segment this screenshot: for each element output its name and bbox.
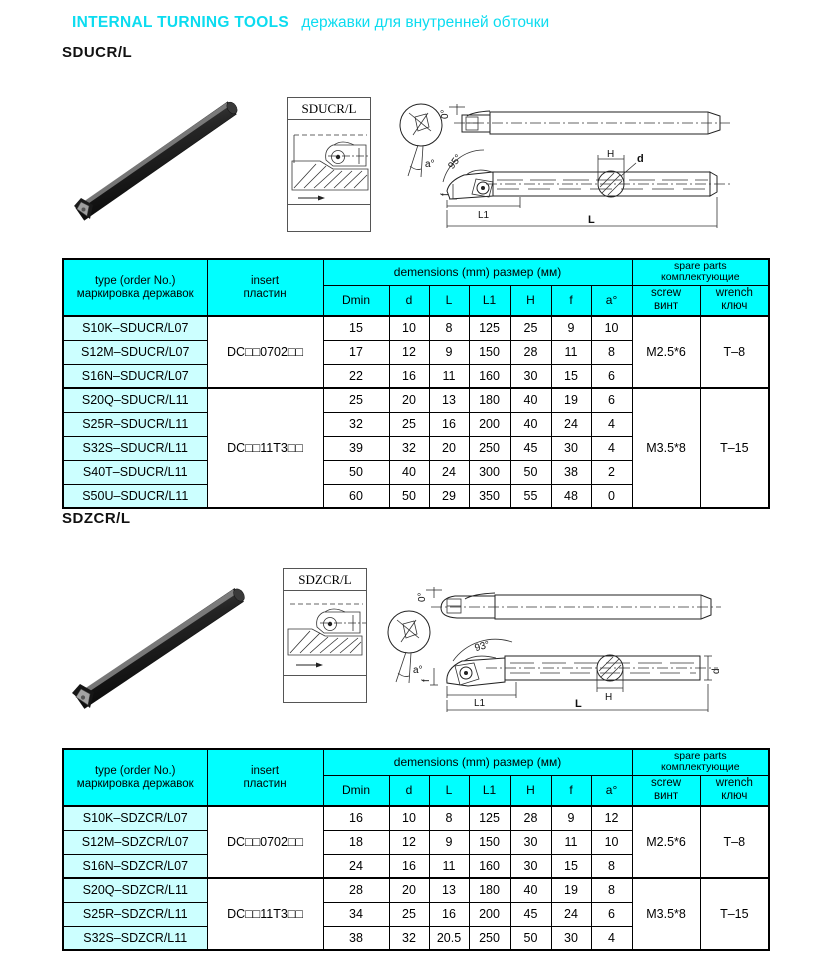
table-row: S12M–SDZCR/L07 18 12 9 150 30 11 10 [63,830,769,854]
col-header-dimensions: demensions (mm) размер (мм) [323,749,632,775]
side-view-drawing-sducr [440,103,732,145]
operation-box-title: SDZCR/L [284,569,366,591]
table-row: S50U–SDUCR/L11 60 50 29 350 55 48 0 [63,484,769,508]
col-header-screw: screw винт [632,775,700,806]
col-header-type: type (order No.) маркировка державок [63,749,207,806]
table-row: S10K–SDUCR/L07 DC□□0702□□ 15 10 8 125 25 9 10 M2.5*6 T–8 [63,316,769,340]
wrench-cell: T–8 [700,316,769,388]
type-cell: S50U–SDUCR/L11 [63,484,207,508]
type-cell: S20Q–SDUCR/L11 [63,388,207,412]
operation-box-footer [284,675,366,702]
col-header-f: f [551,285,591,316]
operation-box-footer [288,204,370,231]
insert-cell: DC□□11T3□□ [207,878,323,950]
top-angle-label: 0° [417,592,428,602]
col-header-a: a° [591,775,632,806]
front-angle-label: 95° [446,152,465,172]
dim-d-label: d [637,153,644,165]
col-header-f: f [551,775,591,806]
col-header-dmin: Dmin [323,285,389,316]
dim-f-label: f [421,679,432,682]
type-cell: S16N–SDUCR/L07 [63,364,207,388]
table-row: S16N–SDZCR/L07 24 16 11 160 30 15 8 [63,854,769,878]
tool-photo-sdzcr [66,558,251,713]
type-cell: S12M–SDZCR/L07 [63,830,207,854]
dim-L1-label: L1 [474,698,486,709]
detail-angle-label: a° [425,159,435,170]
dim-d-label: d [711,668,722,674]
operation-box-title: SDUCR/L [288,98,370,120]
dim-L-label: L [588,214,595,226]
col-header-wrench: wrench ключ [700,775,769,806]
screw-cell: M3.5*8 [632,878,700,950]
table-row: S32S–SDUCR/L11 39 32 20 250 45 30 4 [63,436,769,460]
dim-f-label: f [440,193,451,196]
col-header-d: d [389,775,429,806]
table-row: S20Q–SDZCR/L11 DC□□11T3□□ 28 20 13 180 40 19 8 M3.5*8 T–15 [63,878,769,902]
type-cell: S16N–SDZCR/L07 [63,854,207,878]
table-row: S40T–SDUCR/L11 50 40 24 300 50 38 2 [63,460,769,484]
screw-cell: M2.5*6 [632,316,700,388]
col-header-l1: L1 [469,285,510,316]
col-header-dmin: Dmin [323,775,389,806]
col-header-insert: insert пластин [207,749,323,806]
section-heading-sdzcr: SDZCR/L [62,510,131,527]
operation-diagram [288,120,372,205]
screw-cell: M2.5*6 [632,806,700,878]
table-row: S25R–SDZCR/L11 34 25 16 200 45 24 6 [63,902,769,926]
spec-table-sdzcr [62,748,770,951]
col-header-screw: screw винт [632,285,700,316]
col-header-h: H [510,285,551,316]
col-header-l: L [429,775,469,806]
type-cell: S12M–SDUCR/L07 [63,340,207,364]
insert-cell: DC□□0702□□ [207,316,323,388]
page-title-en: INTERNAL TURNING TOOLS [72,14,290,31]
table-row: S20Q–SDUCR/L11 DC□□11T3□□ 25 20 13 180 40 19 6 M3.5*8 T–15 [63,388,769,412]
col-header-type: type (order No.) маркировка державок [63,259,207,316]
col-header-insert: insert пластин [207,259,323,316]
col-header-spare-parts: spare parts комплектующие [632,259,769,285]
insert-cell: DC□□0702□□ [207,806,323,878]
col-header-d: d [389,285,429,316]
col-header-l1: L1 [469,775,510,806]
screw-cell: M3.5*8 [632,388,700,508]
operation-box-sdzcr [283,568,367,703]
wrench-cell: T–15 [700,388,769,508]
table-row: S32S–SDZCR/L11 38 32 20.5 250 50 30 4 [63,926,769,950]
operation-diagram [284,591,368,676]
spec-table-sducr [62,258,770,509]
tool-photo-sducr [66,88,241,228]
type-cell: S32S–SDZCR/L11 [63,926,207,950]
page-title-ru: державки для внутренней обточки [301,14,550,31]
insert-cell: DC□□11T3□□ [207,388,323,508]
front-angle-label: 93° [473,639,492,655]
type-cell: S10K–SDZCR/L07 [63,806,207,830]
type-cell: S20Q–SDZCR/L11 [63,878,207,902]
table-row: S25R–SDUCR/L11 32 25 16 200 40 24 4 [63,412,769,436]
section-heading-sducr: SDUCR/L [62,44,133,61]
type-cell: S32S–SDUCR/L11 [63,436,207,460]
top-angle-label: 0° [440,109,451,119]
col-header-wrench: wrench ключ [700,285,769,316]
dim-L-label: L [575,698,582,710]
col-header-dimensions: demensions (mm) размер (мм) [323,259,632,285]
col-header-h: H [510,775,551,806]
col-header-l: L [429,285,469,316]
wrench-cell: T–8 [700,806,769,878]
front-view-drawing-sducr [440,150,740,234]
dim-H-label: H [605,692,613,703]
type-cell: S25R–SDZCR/L11 [63,902,207,926]
front-view-drawing-sdzcr [420,640,725,716]
page-title [72,14,549,32]
table-row: S16N–SDUCR/L07 22 16 11 160 30 15 6 [63,364,769,388]
dim-L1-label: L1 [478,210,490,221]
col-header-a: a° [591,285,632,316]
type-cell: S40T–SDUCR/L11 [63,460,207,484]
detail-angle-label: a° [413,665,423,676]
table-row: S12M–SDUCR/L07 17 12 9 150 28 11 8 [63,340,769,364]
operation-box-sducr [287,97,371,232]
wrench-cell: T–15 [700,878,769,950]
dim-H-label: H [607,149,615,160]
table-row: S10K–SDZCR/L07 DC□□0702□□ 16 10 8 125 28 9 12 M2.5*6 T–8 [63,806,769,830]
type-cell: S25R–SDUCR/L11 [63,412,207,436]
type-cell: S10K–SDUCR/L07 [63,316,207,340]
col-header-spare-parts: spare parts комплектующие [632,749,769,775]
side-view-drawing-sdzcr [415,585,725,630]
